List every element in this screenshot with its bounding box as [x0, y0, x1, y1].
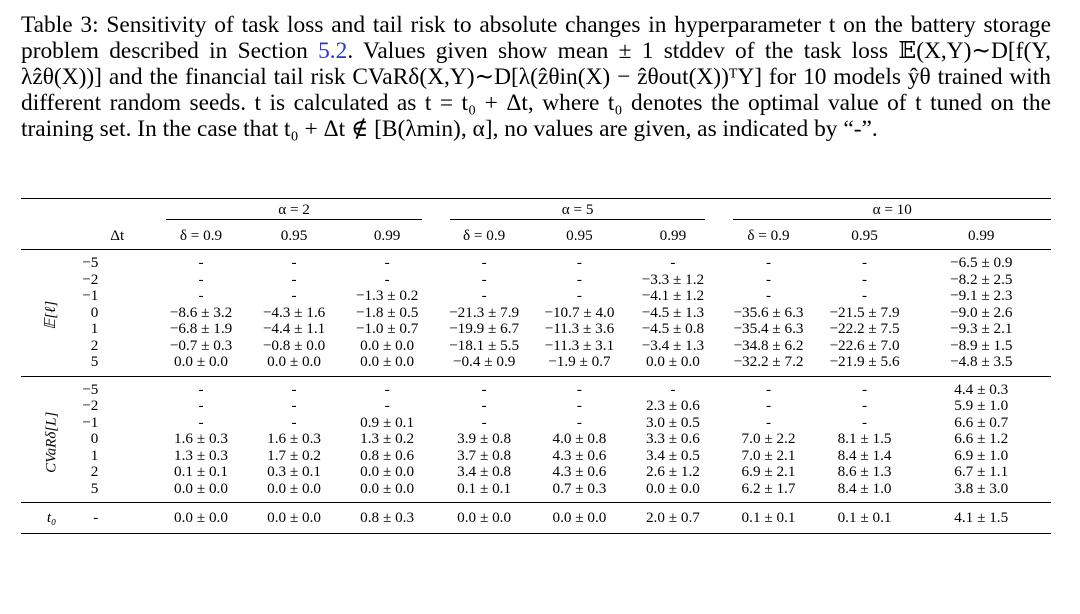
- value-cell: −6.8 ± 1.9: [169, 320, 233, 337]
- value-cell: -: [481, 270, 487, 288]
- delta-header: δ = 0.9: [436, 223, 533, 250]
- value-cell: −1.3 ± 0.2: [355, 287, 419, 304]
- delta-header: 0.99: [626, 223, 719, 250]
- value-cell: −35.4 ± 6.3: [733, 320, 804, 337]
- value-cell: 0.0 ± 0.0: [360, 336, 415, 354]
- value-cell: -: [576, 287, 582, 304]
- value-cell: 3.8 ± 3.0: [954, 479, 1009, 497]
- dt-header: Δt: [82, 223, 152, 250]
- t0-label: t₀: [21, 503, 82, 534]
- value-cell: −4.4 ± 1.1: [262, 320, 326, 337]
- value-cell: -: [384, 397, 390, 414]
- value-cell: -: [765, 287, 772, 304]
- value-cell: -: [861, 254, 868, 271]
- value-cell: 0.1 ± 0.1: [818, 503, 912, 534]
- value-cell: -: [576, 254, 582, 271]
- value-cell: -: [719, 376, 817, 398]
- value-cell: 4.4 ± 0.3: [911, 376, 1051, 398]
- dt-cell: −5: [82, 376, 152, 398]
- value-cell: 3.4 ± 0.5: [645, 446, 700, 464]
- table-row: [21, 354, 1051, 376]
- alpha-header: α = 2: [166, 202, 421, 220]
- value-cell: −21.3 ± 7.9: [449, 303, 520, 321]
- delta-header: 0.99: [911, 223, 1051, 250]
- value-cell: 6.6 ± 1.2: [954, 430, 1009, 447]
- table-row: [21, 448, 1051, 465]
- table-row: [21, 398, 1051, 415]
- value-cell: -: [532, 376, 626, 398]
- value-cell: −0.4 ± 0.9: [452, 353, 516, 370]
- value-cell: -: [291, 254, 297, 271]
- dt-cell: 5: [90, 479, 99, 497]
- value-cell: -: [481, 254, 487, 271]
- value-cell: -: [481, 413, 487, 431]
- value-cell: 0.1 ± 0.1: [719, 503, 817, 534]
- value-cell: 6.7 ± 1.1: [954, 463, 1009, 480]
- dt-cell: −2: [82, 270, 99, 288]
- value-cell: -: [436, 376, 533, 398]
- table-row: [21, 415, 1051, 432]
- value-cell: -: [384, 270, 390, 288]
- value-cell: -: [291, 397, 297, 414]
- value-cell: 0.9 ± 0.1: [360, 413, 415, 431]
- value-cell: -: [576, 413, 582, 431]
- value-cell: −19.9 ± 6.7: [449, 320, 520, 337]
- value-cell: 5.9 ± 1.0: [954, 397, 1009, 414]
- value-cell: −9.3 ± 2.1: [950, 320, 1013, 337]
- value-cell: −32.2 ± 7.2: [733, 353, 804, 370]
- value-cell: 0.8 ± 0.3: [338, 503, 435, 534]
- value-cell: 3.9 ± 0.8: [457, 430, 512, 447]
- value-cell: 2.0 ± 0.7: [626, 503, 719, 534]
- alpha-header: α = 10: [733, 202, 1051, 220]
- value-cell: −34.8 ± 6.2: [733, 336, 804, 354]
- table-row: [21, 376, 1051, 398]
- delta-header: 0.95: [818, 223, 912, 250]
- value-cell: 0.0 ± 0.0: [360, 479, 415, 497]
- value-cell: -: [765, 254, 772, 271]
- t0-row: [21, 503, 1051, 534]
- value-cell: −4.3 ± 1.6: [262, 303, 326, 321]
- value-cell: 0.0 ± 0.0: [174, 353, 228, 370]
- value-cell: −3.3 ± 1.2: [641, 270, 705, 288]
- value-cell: −21.9 ± 5.6: [829, 353, 900, 370]
- value-cell: 0.0 ± 0.0: [360, 353, 415, 370]
- value-cell: −35.6 ± 6.3: [733, 303, 804, 321]
- value-cell: 7.0 ± 2.1: [741, 446, 796, 464]
- value-cell: 0.0 ± 0.0: [645, 353, 700, 370]
- value-cell: 8.6 ± 1.3: [837, 463, 892, 480]
- caption-text-after-ref: . Values given show mean ± 1 stddev of the task loss 𝔼(X,Y)∼D[f(Y, λẑθ(X))] and the financial tail risk CVaRδ(X,Y)∼D[λ(ẑθin(X) − ẑθout(X))ᵀY] for 10 models ŷθ trained with different random seeds. t is calculated as t = t₀ + Δt, where t₀ denotes the optimal value of t tuned on the training set. In the case that t₀ + Δt ∉ [B(λmin), α], no values are given, as indicated by “-”.: [21, 38, 1051, 142]
- table-row: [21, 250, 1051, 272]
- value-cell: -: [384, 254, 390, 271]
- value-cell: 4.1 ± 1.5: [911, 503, 1051, 534]
- value-cell: −21.5 ± 7.9: [829, 303, 900, 321]
- dt-cell: 0: [90, 430, 99, 447]
- table-row: [21, 481, 1051, 503]
- value-cell: 1.7 ± 0.2: [267, 446, 321, 464]
- value-cell: 2.3 ± 0.6: [645, 397, 700, 414]
- value-cell: 0.0 ± 0.0: [174, 479, 228, 497]
- value-cell: −22.2 ± 7.5: [829, 320, 900, 337]
- value-cell: 8.4 ± 1.0: [837, 479, 892, 497]
- table-row: [21, 288, 1051, 305]
- delta-header-row: [21, 223, 1051, 250]
- value-cell: 0.8 ± 0.6: [360, 446, 415, 464]
- value-cell: 6.9 ± 2.1: [741, 463, 796, 480]
- value-cell: 8.1 ± 1.5: [837, 430, 892, 447]
- value-cell: 3.7 ± 0.8: [457, 446, 512, 464]
- value-cell: -: [338, 376, 435, 398]
- value-cell: -: [861, 397, 868, 414]
- value-cell: −6.5 ± 0.9: [950, 254, 1013, 271]
- value-cell: 0.0 ± 0.0: [267, 479, 321, 497]
- value-cell: -: [818, 376, 912, 398]
- value-cell: −11.3 ± 3.1: [544, 336, 615, 354]
- value-cell: 1.6 ± 0.3: [267, 430, 321, 447]
- value-cell: 6.6 ± 0.7: [954, 413, 1009, 431]
- dt-cell: −5: [82, 254, 99, 271]
- value-cell: -: [861, 413, 868, 431]
- value-cell: 0.0 ± 0.0: [360, 463, 415, 480]
- value-cell: −18.1 ± 5.5: [449, 336, 520, 354]
- dt-cell: −1: [82, 413, 99, 431]
- value-cell: 6.9 ± 1.0: [954, 446, 1009, 464]
- value-cell: -: [198, 254, 204, 271]
- value-cell: 7.0 ± 2.2: [741, 430, 796, 447]
- value-cell: 1.3 ± 0.2: [360, 430, 415, 447]
- value-cell: 4.3 ± 0.6: [552, 446, 607, 464]
- section-label: CVaRδ[L]: [43, 411, 60, 473]
- value-cell: −4.5 ± 1.3: [641, 303, 705, 321]
- alpha-header: α = 5: [450, 202, 706, 220]
- value-cell: 0.0 ± 0.0: [532, 503, 626, 534]
- dt-cell: -: [82, 503, 152, 534]
- value-cell: −9.0 ± 2.6: [950, 303, 1013, 321]
- value-cell: -: [198, 413, 204, 431]
- value-cell: 0.0 ± 0.0: [436, 503, 533, 534]
- delta-header: 0.99: [338, 223, 435, 250]
- value-cell: -: [765, 270, 772, 288]
- value-cell: −1.0 ± 0.7: [355, 320, 419, 337]
- value-cell: -: [481, 287, 487, 304]
- value-cell: -: [291, 270, 297, 288]
- caption-text-before-ref: Table 3: Sensitivity of task loss and tail risk to absolute changes in hyperparameter t on the battery storage problem described in Section: [21, 12, 1051, 64]
- dt-cell: −1: [82, 287, 99, 304]
- table-row: [21, 338, 1051, 355]
- value-cell: −0.8 ± 0.0: [262, 336, 326, 354]
- value-cell: -: [861, 287, 868, 304]
- value-cell: 4.3 ± 0.6: [552, 463, 607, 480]
- value-cell: −4.8 ± 3.5: [950, 353, 1013, 370]
- dt-cell: −2: [82, 397, 99, 414]
- value-cell: −11.3 ± 3.6: [544, 320, 615, 337]
- value-cell: −1.9 ± 0.7: [548, 353, 611, 370]
- value-cell: −4.5 ± 0.8: [641, 320, 705, 337]
- delta-header: 0.95: [532, 223, 626, 250]
- value-cell: 3.0 ± 0.5: [645, 413, 700, 431]
- delta-header: δ = 0.9: [152, 223, 249, 250]
- value-cell: −1.8 ± 0.5: [355, 303, 419, 321]
- delta-header: δ = 0.9: [719, 223, 817, 250]
- value-cell: -: [481, 397, 487, 414]
- alpha-header-row: [21, 199, 1051, 224]
- value-cell: 0.0 ± 0.0: [152, 503, 249, 534]
- results-table: [21, 198, 1051, 534]
- table-row: [21, 431, 1051, 448]
- value-cell: −8.2 ± 2.5: [950, 270, 1013, 288]
- value-cell: 6.2 ± 1.7: [741, 479, 796, 497]
- section-ref-link[interactable]: 5.2: [318, 38, 348, 64]
- value-cell: -: [291, 413, 297, 431]
- value-cell: -: [576, 397, 582, 414]
- value-cell: -: [626, 376, 719, 398]
- section-label: 𝔼[ℓ]: [43, 300, 60, 330]
- value-cell: 2.6 ± 1.2: [645, 463, 700, 480]
- value-cell: -: [576, 270, 582, 288]
- value-cell: 0.7 ± 0.3: [552, 479, 607, 497]
- dt-cell: 2: [90, 463, 99, 480]
- dt-cell: 1: [90, 320, 99, 337]
- value-cell: −22.6 ± 7.0: [829, 336, 900, 354]
- dt-cell: 1: [90, 446, 99, 464]
- table-row: [21, 321, 1051, 338]
- value-cell: -: [765, 413, 772, 431]
- value-cell: -: [670, 254, 676, 271]
- value-cell: −8.6 ± 3.2: [169, 303, 233, 321]
- value-cell: 0.1 ± 0.1: [174, 463, 228, 480]
- dt-cell: 5: [90, 353, 99, 370]
- table-row: [21, 464, 1051, 481]
- value-cell: -: [198, 397, 204, 414]
- value-cell: -: [198, 270, 204, 288]
- value-cell: -: [250, 376, 339, 398]
- value-cell: 3.4 ± 0.8: [457, 463, 512, 480]
- value-cell: 0.0 ± 0.0: [250, 503, 339, 534]
- value-cell: 1.3 ± 0.3: [174, 446, 228, 464]
- value-cell: 4.0 ± 0.8: [552, 430, 607, 447]
- value-cell: -: [291, 287, 297, 304]
- dt-cell: 2: [90, 336, 99, 354]
- value-cell: 8.4 ± 1.4: [837, 446, 892, 464]
- table-row: [21, 272, 1051, 289]
- value-cell: 1.6 ± 0.3: [174, 430, 228, 447]
- value-cell: 0.3 ± 0.1: [267, 463, 321, 480]
- value-cell: −10.7 ± 4.0: [544, 303, 615, 321]
- value-cell: −9.1 ± 2.3: [950, 287, 1013, 304]
- delta-header: 0.95: [250, 223, 339, 250]
- value-cell: -: [765, 397, 772, 414]
- dt-cell: 0: [90, 303, 99, 321]
- value-cell: 0.0 ± 0.0: [267, 353, 321, 370]
- value-cell: −0.7 ± 0.3: [169, 336, 233, 354]
- value-cell: −4.1 ± 1.2: [641, 287, 705, 304]
- value-cell: 3.3 ± 0.6: [645, 430, 700, 447]
- value-cell: -: [861, 270, 868, 288]
- table-caption: [21, 12, 1051, 142]
- section-label-cell: [21, 250, 82, 377]
- value-cell: 0.0 ± 0.0: [645, 479, 700, 497]
- value-cell: −8.9 ± 1.5: [950, 336, 1013, 354]
- value-cell: −3.4 ± 1.3: [641, 336, 705, 354]
- value-cell: -: [152, 376, 249, 398]
- value-cell: -: [198, 287, 204, 304]
- table-row: [21, 305, 1051, 322]
- value-cell: 0.1 ± 0.1: [457, 479, 512, 497]
- section-label-cell: [21, 376, 82, 503]
